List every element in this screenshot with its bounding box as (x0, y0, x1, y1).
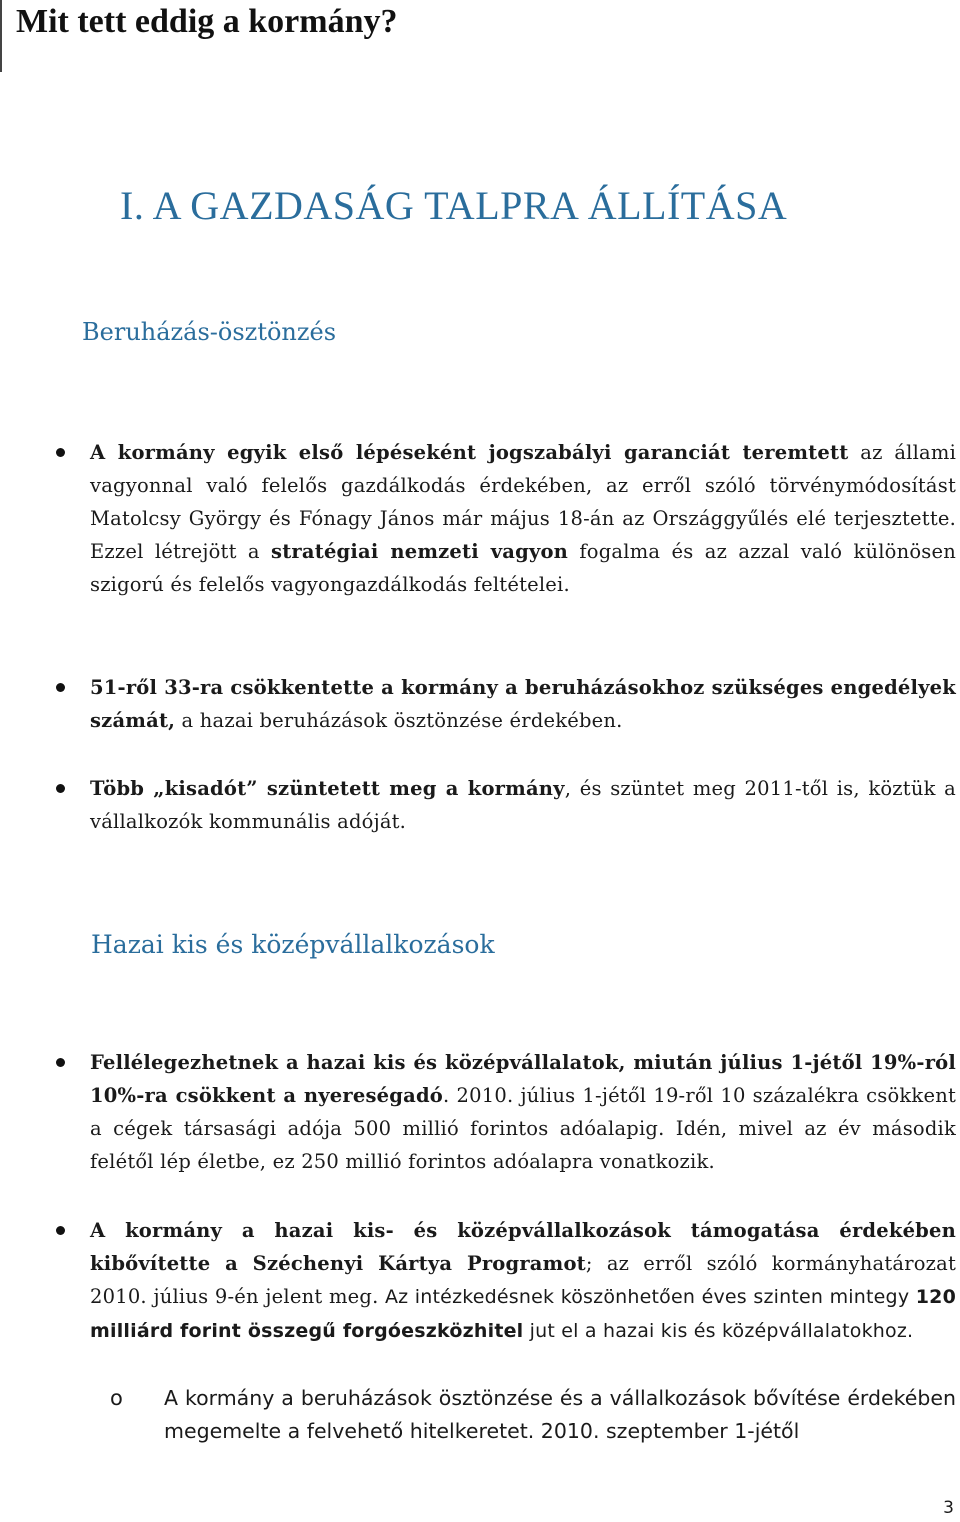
bullet-bold-text: Fellélegezhetnek a hazai kis és középvállalatok, miután július 1-jétől 19%-ról 10%-ra csökkent a nyereségadó (90, 1051, 956, 1107)
bullet-text: Az intézkedésnek köszönhetően éves szinten mintegy (378, 1286, 916, 1308)
bullet-bold-text: A kormány egyik első lépéseként jogszabályi garanciát teremtett (90, 441, 849, 464)
sub-bullet-text: A kormány a beruházások ösztönzése és a vállalkozások bővítése érdekében megemelte a felvehető hitelkeretet. 2010. szeptember 1-jétől (164, 1386, 956, 1443)
list-item (90, 1046, 956, 1178)
list-item (90, 1214, 956, 1348)
bullet-bold-text: stratégiai nemzeti vagyon (271, 540, 569, 563)
bullet-bold-text: 51-ről 33-ra csökkentette a kormány a beruházásokhoz szükséges engedélyek számát, (90, 676, 956, 732)
page-number: 3 (943, 1498, 954, 1518)
bullet-text: . 2010. július 1-jétől 19-ről 10 százalékra csökkent a cégek társasági adója 500 millió forintos adóalapig. Idén, mivel az év második felétől lép életbe, ez 250 millió forintos adóalapra vonatkozik. (90, 1084, 956, 1173)
bullet-text: az állami vagyonnal való felelős gazdálkodás érdekében, az erről szóló törvénymódosítást Matolcsy György és Fónagy János már május 18-án az Országgyűlés elé terjesztette. (90, 441, 957, 530)
subsection-title-investment: Beruházás-ösztönzés (82, 318, 337, 346)
bullet-text: a hazai beruházások ösztönzése érdekében. (175, 709, 623, 732)
bullet-text: ; az erről szóló kormányhatározat 2010. július 9-én jelent meg. (90, 1252, 956, 1308)
bullet-text: fogalma és az azzal való különösen szigorú és felelős vagyongazdálkodás feltételei. (90, 540, 956, 596)
bullet-bold-text: 120 milliárd forint összegű forgóeszközhitel (90, 1286, 956, 1342)
bullet-text: , és szüntet meg 2011-től is, köztük a vállalkozók kommunális adóját. (90, 777, 956, 833)
subsection-title-sme: Hazai kis és középvállalkozások (91, 930, 495, 959)
bullet-text: Ezzel létrejött a (90, 540, 272, 563)
page-title: Mit tett eddig a kormány? (0, 0, 398, 72)
bullet-text: jut el a hazai kis és középvállalatokhoz. (523, 1320, 914, 1342)
list-item (90, 436, 956, 601)
list-item (90, 772, 956, 838)
list-item (90, 671, 956, 737)
sub-bullet-marker: o (110, 1386, 123, 1410)
section-heading: I. A GAZDASÁG TALPRA ÁLLÍTÁSA (120, 183, 788, 228)
bullet-bold-text: Több „kisadót” szüntetett meg a kormány (90, 777, 565, 800)
bullet-bold-text: A kormány a hazai kis- és középvállalkozások támogatása érdekében kibővítette a Széchenyi Kártya Programot (90, 1219, 956, 1275)
